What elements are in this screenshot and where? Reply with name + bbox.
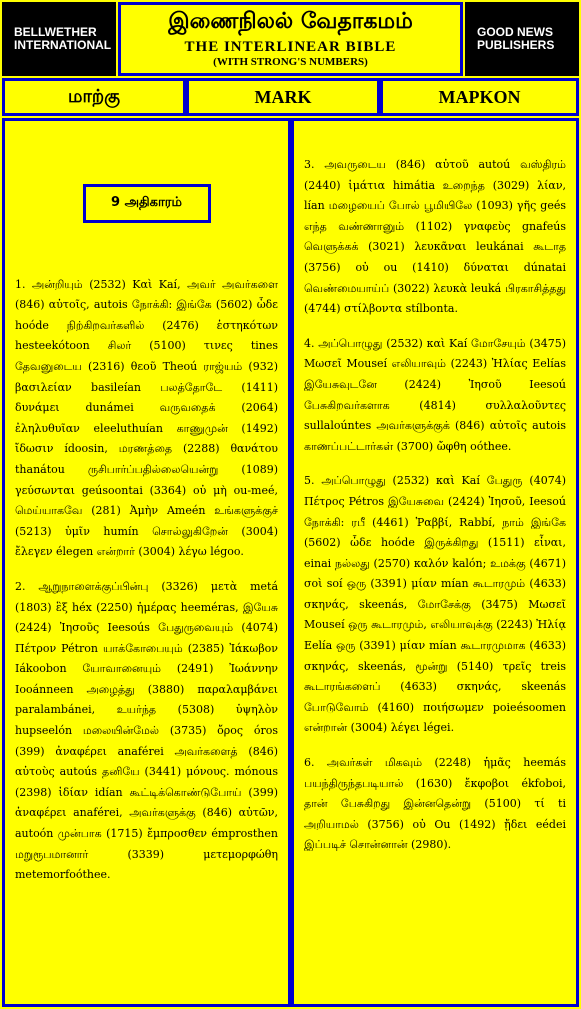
book-greek-label: MAPKON bbox=[438, 86, 521, 107]
book-english bbox=[186, 78, 380, 116]
good-news-logo bbox=[465, 2, 579, 76]
verse-3: 3. அவருடைய (846) αὐτοῦ autoú வஸ்திரம் (2440) ἱμάτια himátia உறைந்த (3029) λίαν, lían மழையைப் போல் பூமியிலே (1093) γῆς geés எந்த வண்ணானும் (1102) γναφεὺς gnafeús வெளுக்கக் (3021) λευκᾶναι leukánai கூடாத (3756) οὐ ou (1410) δύναται dúnatai வெண்மையாய்ப் (3022) λευκὰ leuká பிரகாசித்தது (4744) στίλβοντα stílbonta. bbox=[304, 158, 566, 316]
bellwether-logo bbox=[2, 2, 116, 76]
verse-2: 2. ஆறுநாளைக்குப்பின்பு (3326) μετὰ metá (1803) ἓξ héx (2250) ἡμέρας heeméras, இயேசு (2424) Ἰησοῦς Ieesoús பேதுருவையும் (4074) Πέτρον Pétron யாக்கோபையும் (2385) Ἰάκωβον Iákoobon யோவானையும் (2491) Ἰωάννην Iooánneen அழைத்து (3880) παραλαμβάνει paralambánei, உயர்ந்த (5308) ὑψηλὸν hupseelón மலையின்மேல் (3735) ὄρος óros (399) ἀναφέρει anaférei அவர்களைத் (846) αὐτοὺς autoús தனியே (3441) μόνους. mónous (2398) ἰδίαν idían கூட்டிக்கொண்டுபோய் (399) ἀναφέρει anaférei, அவர்களுக்கு (846) αὐτῶν, autoón முன்பாக (1715) ἔμπροσθεν émprosthen மறுரூபமானார் (3339) μετεμορφώθη metemorfoóthee. bbox=[15, 579, 278, 882]
book-english-label: MARK bbox=[254, 86, 312, 107]
left-column bbox=[2, 118, 291, 1007]
english-title: THE INTERLINEAR BIBLE bbox=[184, 39, 397, 55]
verse-5: 5. அப்பொழுது (2532) καὶ Kaí பேதுரு (4074) Πέτρος Pétros இயேசுவை (2424) Ἰησοῦ, Ieesoú நோக்கி: ரபீ (4461) Ῥαββί, Rabbí, நாம் இங்கே (5602) ὧδε hoóde இருக்கிறது (1511) εἶναι, einai நல்லது (2570) καλόν kalón; உமக்கு (4671) σοὶ soí ஒரு (3391) μίαν mían கூடாரமும் (4633) σκηνάς, skeenás, மோசேக்கு (3475) Μωσεῖ Mouseí ஒரு கூடாரமும், எலியாவுக்கு (2243) Ἠλίᾳ Eelía ஒரு (3391) μίαν mían கூடாரமுமாக (4633) σκηνάς, skeenás, மூன்று (5140) τρεῖς treis கூடாரங்களைப் (4633) σκηνάς, skeenás போடுவோம் (4160) ποιήσωμεν poieésoomen என்றான் (3004) λέγει légei. bbox=[304, 474, 566, 735]
tamil-title: இணைநிலல் வேதாகமம் bbox=[168, 9, 413, 34]
bellwether-logo-text: BELLWETHER INTERNATIONAL bbox=[14, 25, 112, 52]
verse-6: 6. அவர்கள் மிகவும் (2248) ἡμᾶς heemás பயந்திருந்தபடியால் (1630) ἔκφοβοι ékfoboi, தான் பேசுகிறது இன்னதென்று (5100) τί ti அறியாமல் (3756) οὐ Ou (1492) ᾔδει eédei இப்படிச் சொன்னான் (2980). bbox=[304, 756, 566, 852]
right-column bbox=[291, 118, 579, 1007]
book-tamil-label: மாற்கு bbox=[67, 85, 121, 107]
good-news-logo-text: GOOD NEWS PUBLISHERS bbox=[477, 25, 555, 52]
verse-4: 4. அப்பொழுது (2532) καὶ Kaí மோசேயும் (3475) Μωσεῖ Mouseí எலியாவும் (2243) Ἠλίας Eelías இயேசுவுடனே (2424) Ἰησοῦ Ieesoú பேசுகிறவர்களாக (4814) συλλαλοῦντες sullaloúntes அவர்களுக்குக் (846) αὐτοῖς autois காணப்பட்டார்கள் (3700) ὤφθη oóthee. bbox=[304, 336, 566, 453]
book-greek bbox=[380, 78, 579, 116]
subtitle: (WITH STRONG'S NUMBERS) bbox=[213, 56, 368, 68]
title-block bbox=[118, 2, 463, 76]
chapter-heading: 9 அதிகாரம் bbox=[83, 184, 211, 223]
book-tamil bbox=[2, 78, 186, 116]
book-name-row bbox=[2, 78, 579, 116]
verse-1: 1. அன்றியும் (2532) Καὶ Kaí, அவர் அவர்களை (846) αὐτοῖς, autois நோக்கி: இங்கே (5602) ὧδε hoóde நிற்கிறவர்களில் (2476) ἑστηκότων hesteekótoon சிலர் (5100) τινες tines தேவனுடைய (2316) θεοῦ Theoú ராஜ்யம் (932) βασιλείαν basileían பலத்தோடே (1411) δυνάμει dunámei வருவதைக் (2064) ἐληλυθυῖαν eleeluthuían காணுமுன் (1492) ἴδωσιν ídoosin, மரணத்தை (2288) θανάτου thanátou ருசிபார்ப்பதில்லையென்று (1089) γεύσωνται geúsoontai (3364) οὐ μὴ ou-meé, மெய்யாகவே (281) Ἀμὴν Ameén உங்களுக்குச் (5213) ὑμῖν humín சொல்லுகிறேன் (3004) ἔλεγεν élegen என்றார் (3004) λέγω légoo. bbox=[15, 277, 278, 559]
